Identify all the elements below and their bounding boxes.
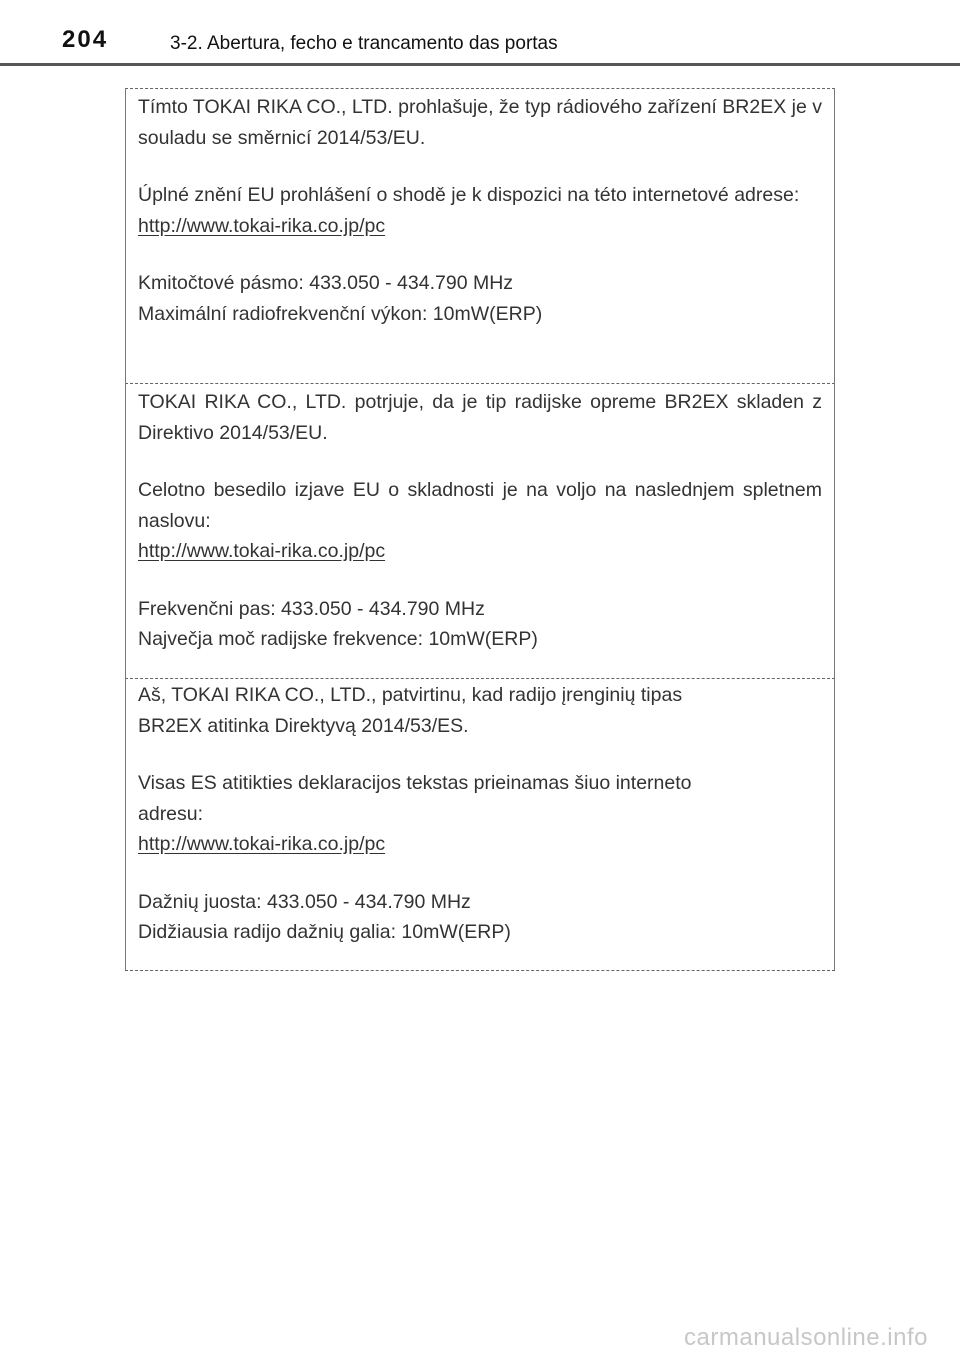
page-header (0, 0, 960, 66)
declaration-section-lithuanian (125, 678, 835, 970)
watermark-text: carmanualsonline.info (684, 1324, 928, 1351)
declaration-url-link[interactable]: http://www.tokai-rika.co.jp/pc (138, 540, 386, 562)
conformity-statement: TOKAI RIKA CO., LTD. potrjuje, da je tip radijske opreme BR2EX skladen z Direktivo 2014/53/EU. (138, 391, 822, 444)
conformity-statement-line-1: Aš, TOKAI RIKA CO., LTD., patvirtinu, kad radijo įrenginių tipas (138, 684, 683, 706)
declaration-section-slovenian (125, 383, 835, 678)
declaration-url-link[interactable]: http://www.tokai-rika.co.jp/pc (138, 833, 386, 855)
max-power-text: Maximální radiofrekvenční výkon: 10mW(ERP) (138, 302, 543, 325)
declaration-section-czech (125, 88, 835, 383)
frequency-band-text: Frekvenčni pas: 433.050 - 434.790 MHz (138, 597, 485, 620)
declaration-availability-text: Celotno besedilo izjave EU o skladnosti je na voljo na naslednjem spletnem naslovu: (138, 479, 822, 532)
header-rule (0, 63, 960, 66)
conformity-statement: Tímto TOKAI RIKA CO., LTD. prohlašuje, že typ rádiového zařízení BR2EX je v souladu se směrnicí 2014/53/EU. (138, 96, 822, 149)
conformity-statement-line-2: BR2EX atitinka Direktyvą 2014/53/ES. (138, 714, 469, 737)
box-bottom-dashed-border (125, 970, 835, 971)
max-power-text: Največja moč radijske frekvence: 10mW(ERP) (138, 628, 538, 650)
declaration-url-link[interactable]: http://www.tokai-rika.co.jp/pc (138, 214, 386, 237)
declaration-availability-line-2: adresu: (138, 802, 204, 825)
frequency-band-text: Dažnių juosta: 433.050 - 434.790 MHz (138, 890, 471, 913)
chapter-title: 3-2. Abertura, fecho e trancamento das portas (170, 33, 558, 54)
page-number: 204 (62, 26, 109, 53)
frequency-band-text: Kmitočtové pásmo: 433.050 - 434.790 MHz (138, 272, 514, 294)
max-power-text: Didžiausia radijo dažnių galia: 10mW(ERP) (138, 921, 511, 943)
declaration-availability-line-1: Visas ES atitikties deklaracijos tekstas prieinamas šiuo interneto (138, 772, 692, 794)
declaration-availability-text: Úplné znění EU prohlášení o shodě je k dispozici na této internetové adrese: (138, 184, 800, 206)
